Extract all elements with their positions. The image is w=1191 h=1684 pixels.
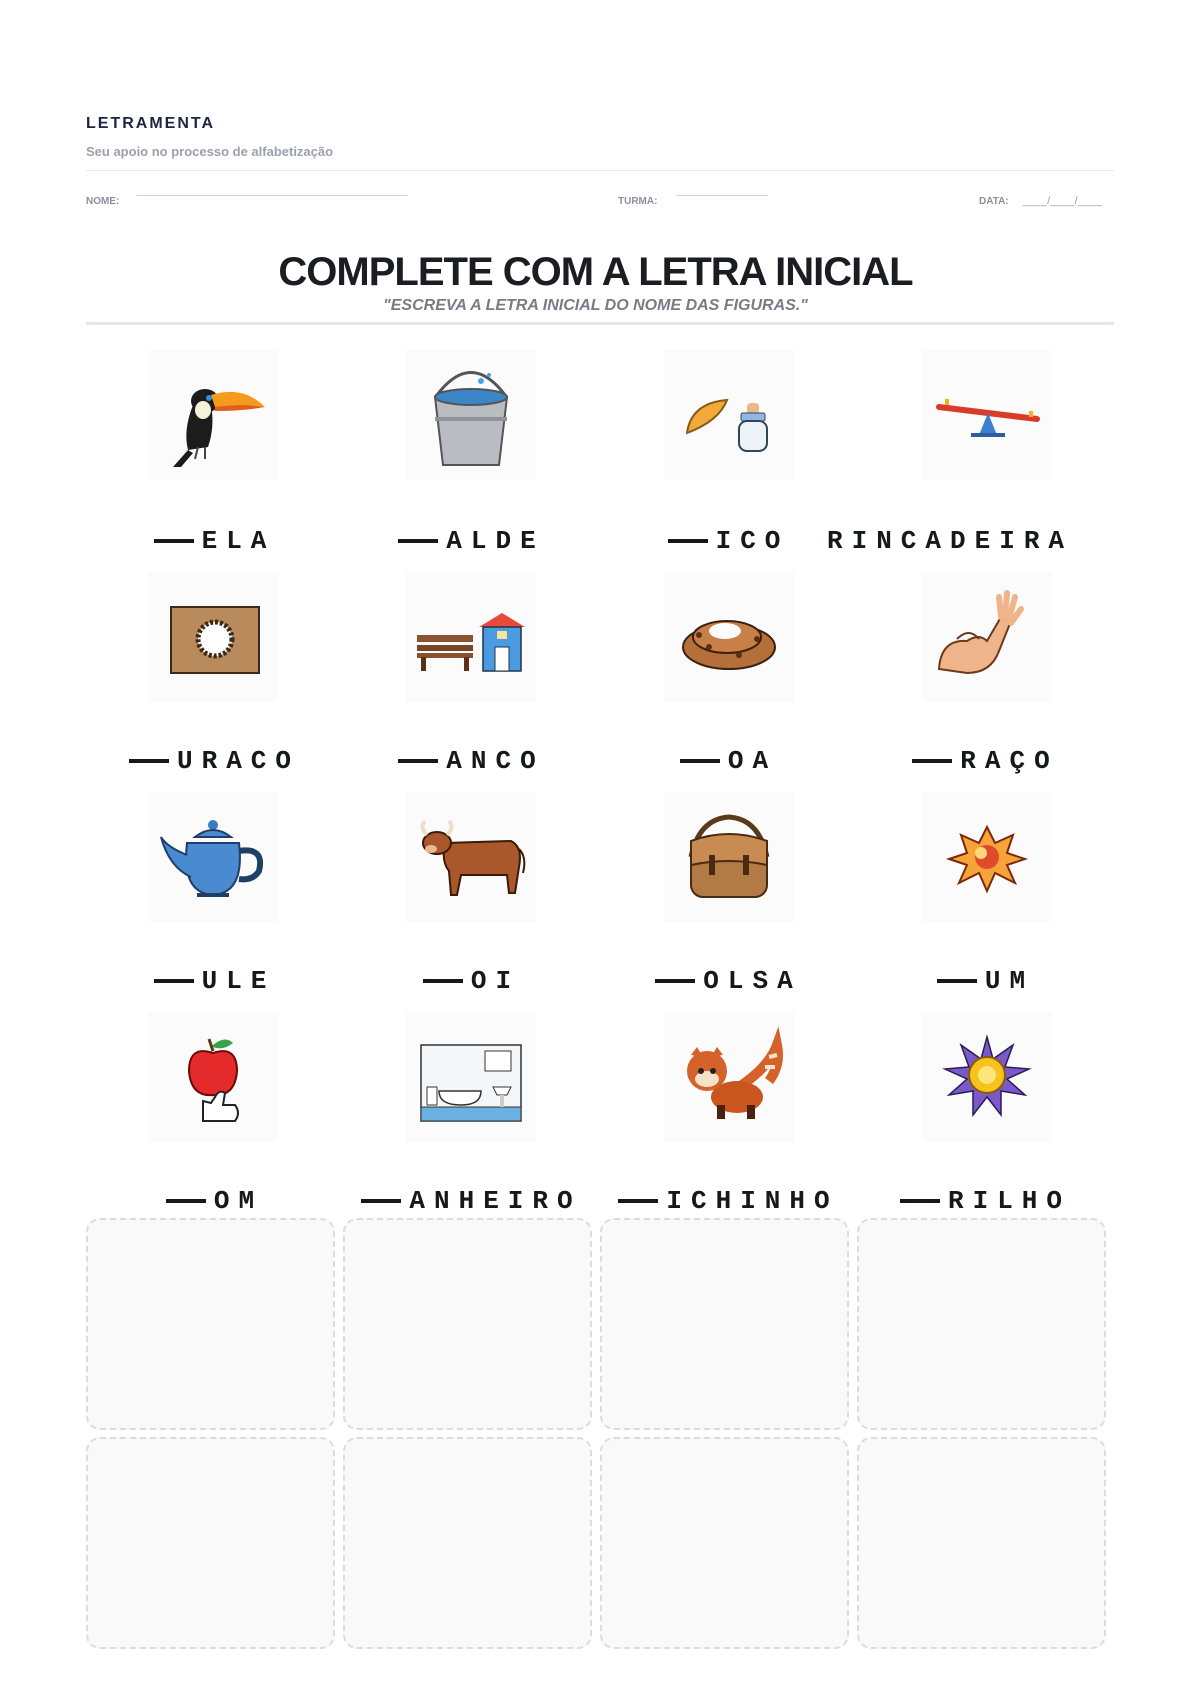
brand-name: LETRAMENTA [86, 115, 216, 132]
red-panda-icon [669, 1017, 789, 1137]
word-5: URACO [86, 746, 343, 776]
drawing-box[interactable] [86, 1218, 335, 1430]
worksheet-title: COMPLETE COM A LETRA INICIAL [278, 250, 913, 294]
hole-icon [153, 577, 273, 697]
ox-icon [411, 797, 531, 917]
name-field[interactable] [136, 195, 408, 196]
word-12: UM [857, 966, 1114, 996]
teapot-picture [148, 792, 278, 922]
word-14: ANHEIRO [343, 1186, 600, 1216]
seesaw-picture [922, 350, 1052, 480]
answer-blank[interactable] [361, 1199, 401, 1203]
word-10: OI [343, 966, 600, 996]
answer-blank[interactable] [154, 979, 194, 983]
answer-blank[interactable] [154, 539, 194, 543]
word-11: OLSA [600, 966, 857, 996]
bathroom-icon [411, 1017, 531, 1137]
ox-picture [406, 792, 536, 922]
sparkle-picture [922, 1012, 1052, 1142]
word-16: RILHO [857, 1186, 1114, 1216]
explosion-icon [927, 797, 1047, 917]
snake-picture [664, 572, 794, 702]
answer-blank[interactable] [912, 759, 952, 763]
header-divider [86, 170, 1114, 171]
answer-blank[interactable] [680, 759, 720, 763]
title-divider [86, 322, 1114, 325]
bathroom-picture [406, 1012, 536, 1142]
date-label: DATA: [979, 196, 1009, 207]
drawing-box[interactable] [86, 1437, 335, 1649]
answer-blank[interactable] [398, 759, 438, 763]
drawing-box[interactable] [343, 1437, 592, 1649]
bucket-icon [411, 355, 531, 475]
arm-picture [922, 572, 1052, 702]
word-1: ELA [86, 526, 343, 556]
toucan-picture [148, 350, 278, 480]
beak-bottle-icon [669, 355, 789, 475]
red-panda-picture [664, 1012, 794, 1142]
drawing-box[interactable] [600, 1218, 849, 1430]
hole-picture [148, 572, 278, 702]
beak-bottle-picture [664, 350, 794, 480]
drawing-box[interactable] [857, 1218, 1106, 1430]
word-15: ICHINHO [600, 1186, 857, 1216]
name-label: NOME: [86, 196, 120, 207]
word-7: OA [600, 746, 857, 776]
date-field[interactable]: ____/____/____ [1023, 196, 1103, 207]
word-6: ANCO [343, 746, 600, 776]
answer-blank[interactable] [668, 539, 708, 543]
answer-blank[interactable] [900, 1199, 940, 1203]
drawing-box[interactable] [343, 1218, 592, 1430]
toucan-icon [153, 355, 273, 475]
drawing-box[interactable] [600, 1437, 849, 1649]
brand-tagline: Seu apoio no processo de alfabetização [86, 144, 334, 159]
class-field[interactable] [676, 195, 768, 196]
answer-blank[interactable] [655, 979, 695, 983]
seesaw-icon [927, 355, 1047, 475]
answer-blank[interactable] [618, 1199, 658, 1203]
apple-thumbs-up-icon [153, 1017, 273, 1137]
word-4: RINCADEIRA [827, 526, 1074, 556]
answer-blank[interactable] [937, 979, 977, 983]
bench-bank-icon [411, 577, 531, 697]
sparkle-icon [927, 1017, 1047, 1137]
bag-icon [669, 797, 789, 917]
word-9: ULE [86, 966, 343, 996]
apple-picture [148, 1012, 278, 1142]
word-8: RAÇO [857, 746, 1114, 776]
answer-blank[interactable] [166, 1199, 206, 1203]
explosion-picture [922, 792, 1052, 922]
worksheet-instruction: "ESCREVA A LETRA INICIAL DO NOME DAS FIGURAS." [383, 297, 808, 314]
word-3: ICO [600, 526, 857, 556]
bucket-picture [406, 350, 536, 480]
arm-icon [927, 577, 1047, 697]
drawing-box[interactable] [857, 1437, 1106, 1649]
bag-picture [664, 792, 794, 922]
answer-blank[interactable] [423, 979, 463, 983]
word-13: OM [86, 1186, 343, 1216]
teapot-icon [153, 797, 273, 917]
snake-icon [669, 577, 789, 697]
answer-blank[interactable] [398, 539, 438, 543]
word-2: ALDE [343, 526, 600, 556]
answer-blank[interactable] [129, 759, 169, 763]
bench-bank-picture [406, 572, 536, 702]
class-label: TURMA: [618, 196, 658, 207]
